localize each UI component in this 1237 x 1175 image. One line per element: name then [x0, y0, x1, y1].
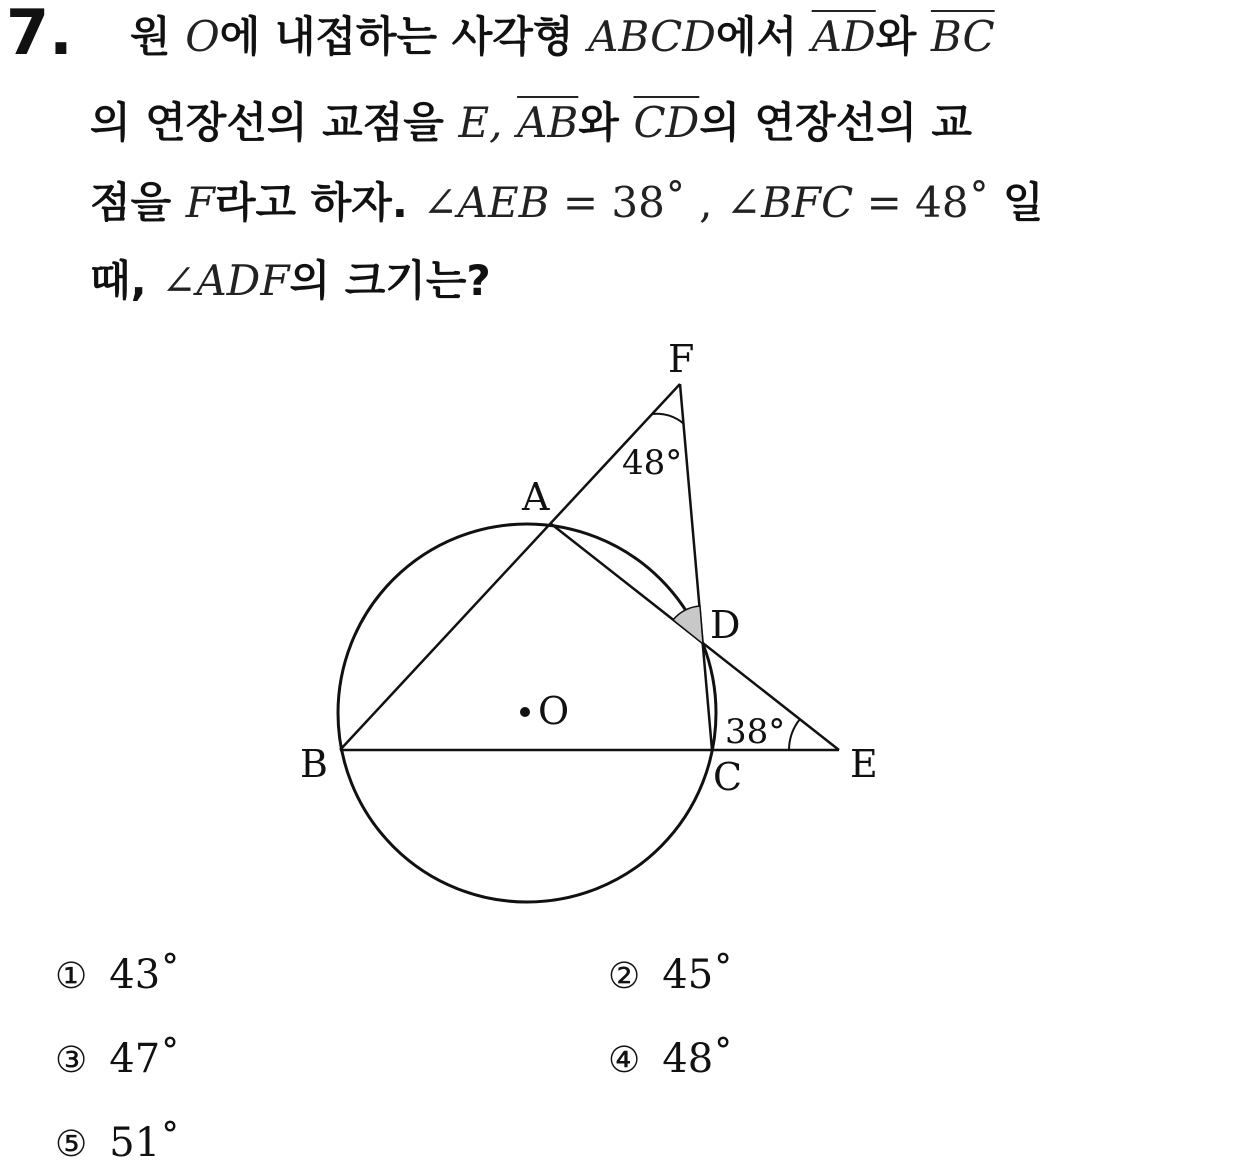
math-angle-adf: ∠ADF: [161, 256, 290, 305]
math-point-f: F: [185, 178, 215, 227]
angle-arc-f: [652, 414, 684, 424]
line-bf: [340, 384, 683, 750]
math-segment-ab: $\overline{AB}$: [517, 98, 579, 147]
stem-text: 에서: [715, 12, 812, 61]
stem-line-1: [130, 12, 995, 61]
stem-text: 와: [875, 12, 931, 61]
choice-5[interactable]: [55, 1120, 180, 1166]
center-point-o: [520, 707, 530, 717]
label-c: C: [713, 755, 743, 799]
choice-value: 43˚: [109, 952, 181, 998]
math-segment-cd: $\overline{CD}$: [633, 98, 700, 147]
math-angle-aeb-value: = 38˚ ,: [549, 178, 726, 227]
angle-arc-e: [789, 719, 800, 750]
choice-marker: ③: [55, 1040, 88, 1081]
label-e: E: [850, 742, 878, 786]
math-segment-bc: $\overline{BC}$: [930, 12, 995, 61]
label-d: D: [710, 603, 741, 647]
choice-marker: ⑤: [55, 1124, 88, 1165]
stem-text: 점을: [90, 178, 186, 227]
label-f: F: [668, 337, 695, 381]
choice-3[interactable]: [55, 1036, 180, 1082]
label-b: B: [300, 742, 328, 786]
angle-mark-adf: [673, 606, 703, 644]
stem-text: 원: [130, 12, 186, 61]
label-a: A: [522, 475, 550, 519]
stem-text: 와: [578, 98, 634, 147]
choice-value: 45˚: [662, 952, 734, 998]
math-angle-aeb: ∠AEB: [422, 178, 550, 227]
choice-marker: ②: [608, 956, 641, 997]
math-circle-o: O: [185, 12, 220, 61]
choice-value: 51˚: [109, 1120, 181, 1166]
math-angle-bfc: ∠BFC: [725, 178, 854, 227]
angle-label-e: 38°: [725, 712, 786, 752]
math-angle-bfc-value: = 48˚: [853, 178, 1003, 227]
choice-value: 47˚: [109, 1036, 181, 1082]
stem-text: [502, 98, 517, 147]
stem-text: 의 연장선의 교: [699, 98, 972, 147]
choice-2[interactable]: [608, 952, 733, 998]
choice-marker: ①: [55, 956, 88, 997]
choice-4[interactable]: [608, 1036, 733, 1082]
math-segment-ad: $\overline{AD}$: [811, 12, 876, 61]
question-number: 7.: [6, 0, 73, 69]
stem-text: 의 연장선의 교점을: [90, 98, 459, 147]
stem-text: 의 크기는?: [289, 256, 491, 305]
choice-1[interactable]: [55, 952, 180, 998]
math-quadrilateral: ABCD: [588, 12, 716, 61]
stem-line-2: [90, 98, 972, 147]
stem-text: 라고 하자.: [214, 178, 423, 227]
geometry-figure: [290, 320, 910, 920]
stem-text: 에 내접하는 사각형: [219, 12, 589, 61]
choice-marker: ④: [608, 1040, 641, 1081]
angle-label-f: 48°: [622, 443, 683, 483]
math-point-e: E,: [458, 98, 503, 147]
choice-value: 48˚: [662, 1036, 734, 1082]
line-fc: [680, 384, 712, 750]
stem-text: 때,: [90, 256, 162, 305]
label-o: O: [538, 689, 570, 733]
stem-line-4: [90, 256, 491, 305]
stem-text: 일: [1002, 178, 1044, 227]
stem-line-3: [90, 178, 1044, 227]
